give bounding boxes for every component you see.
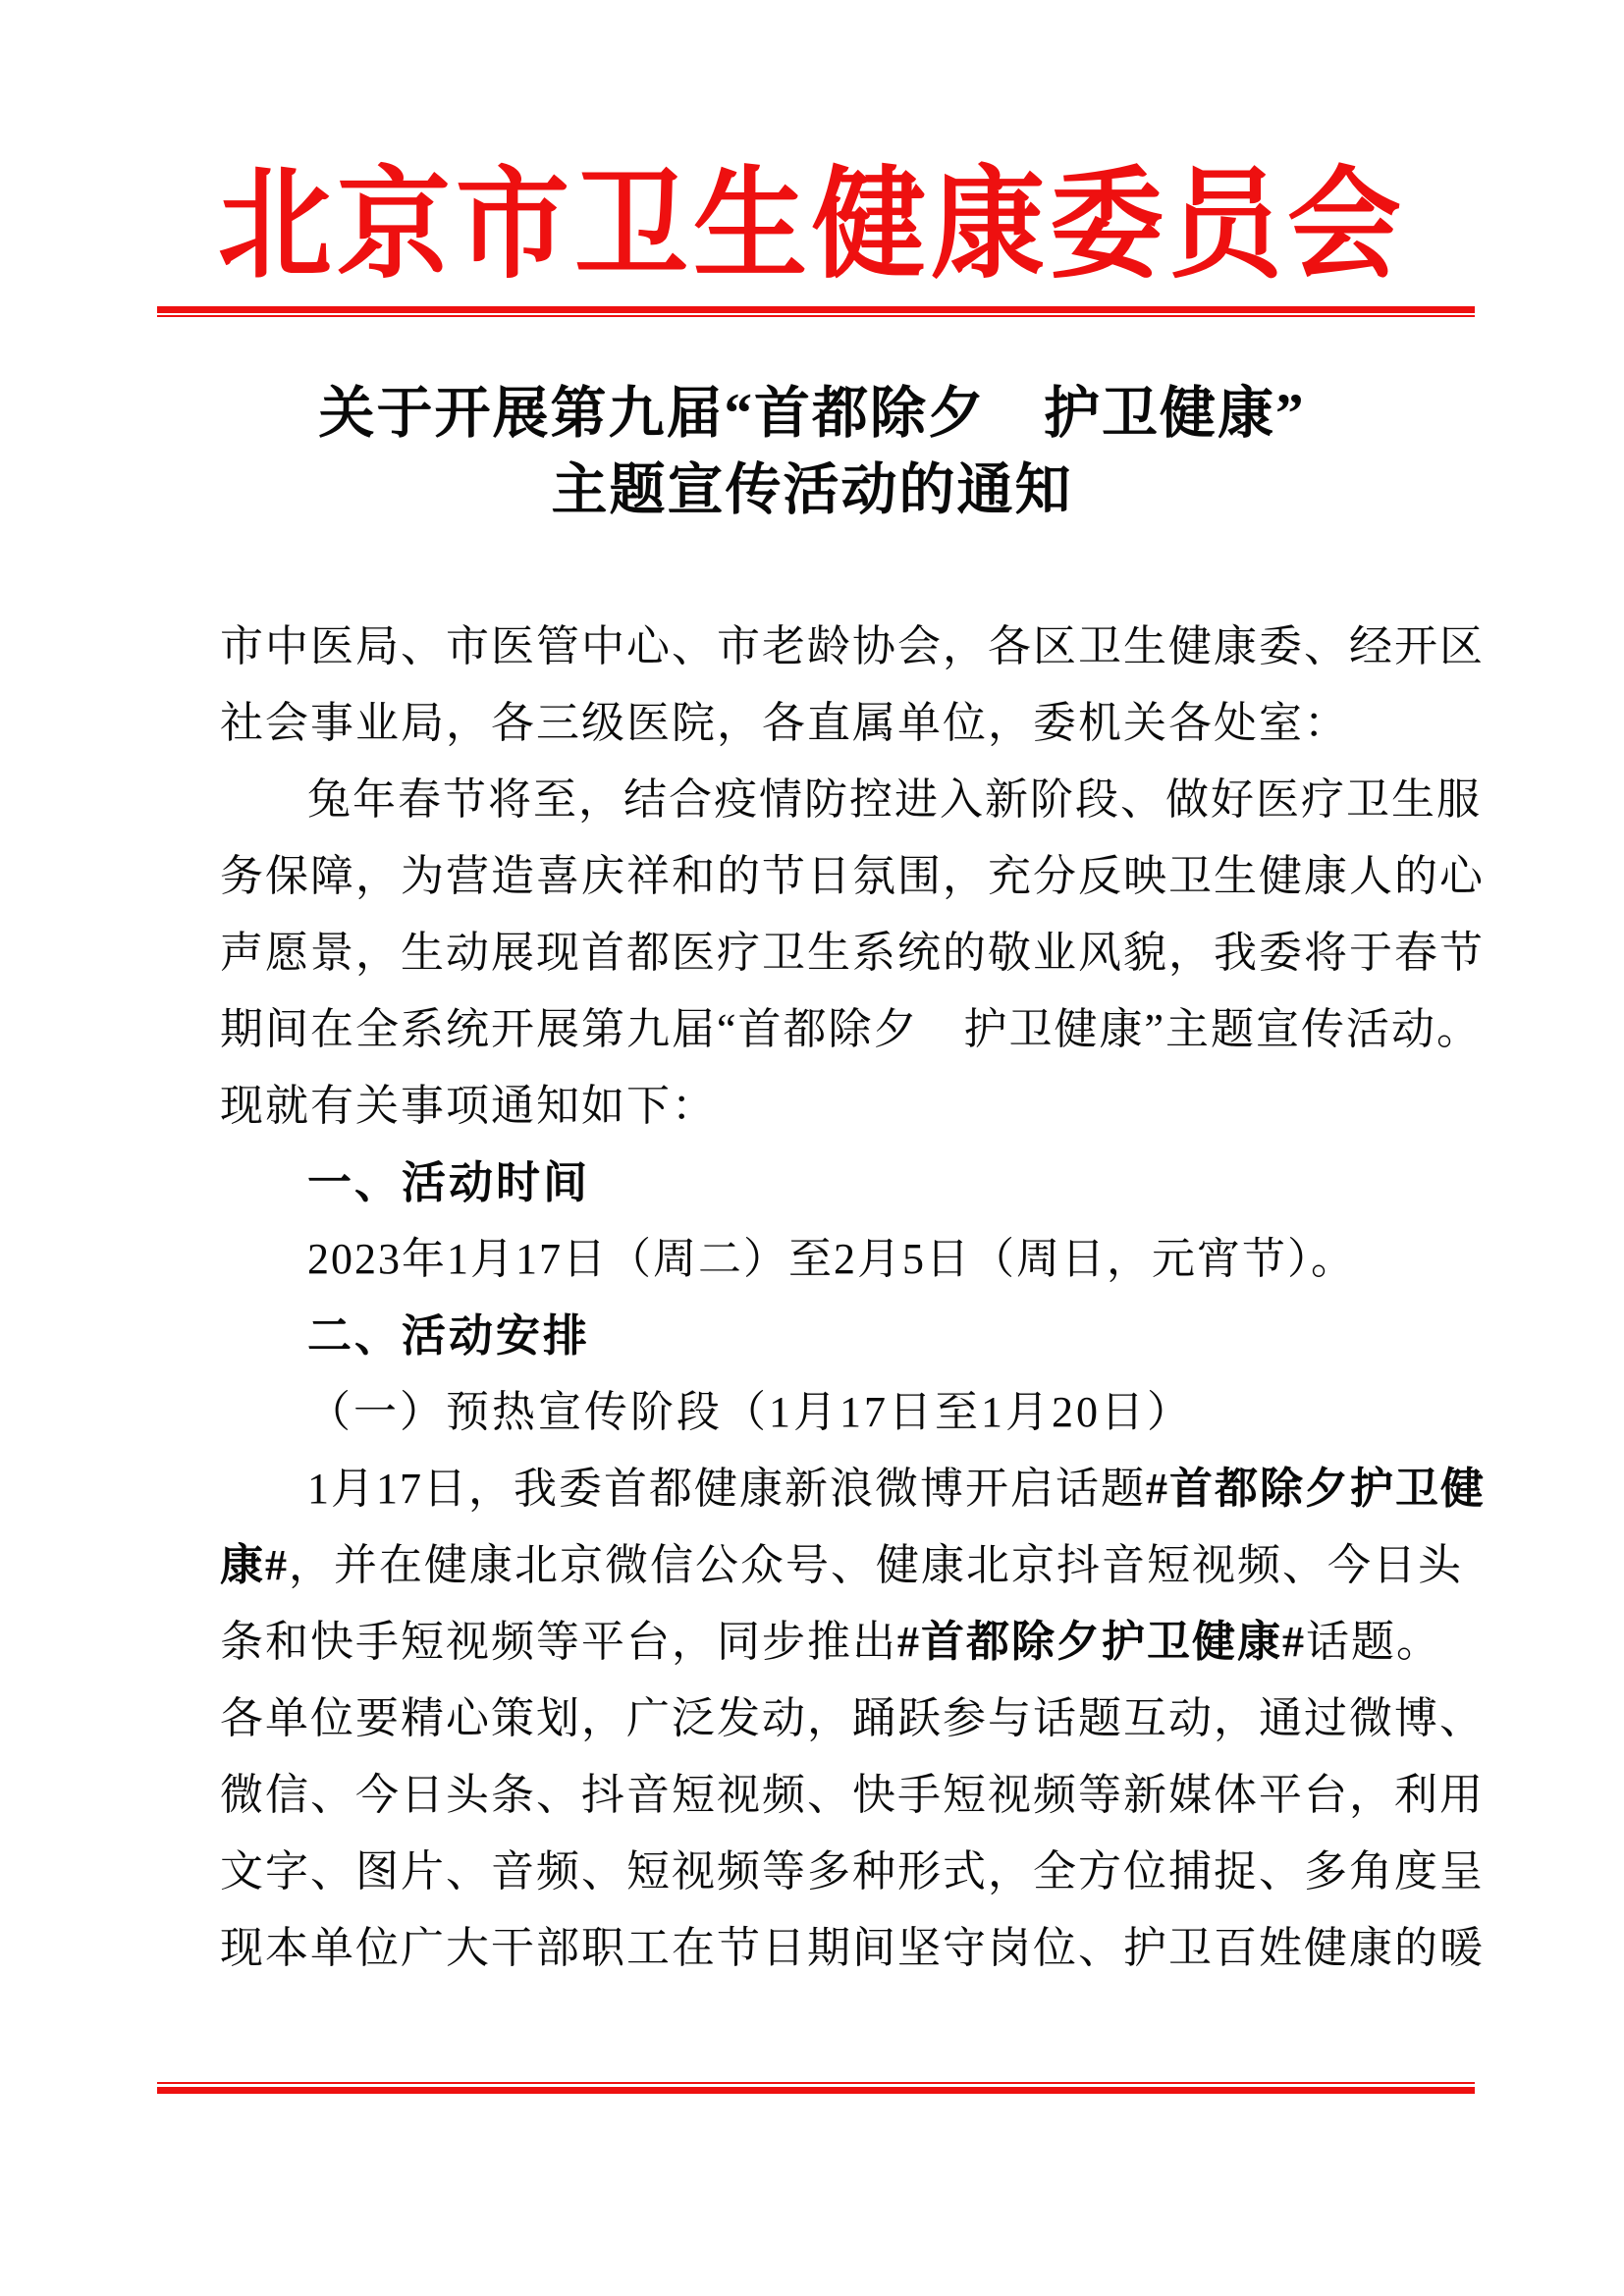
document-title-line-2: 主题宣传活动的通知 — [551, 459, 1073, 521]
body-text: 各单位要精心策划，广泛发动，踊跃参与话题互动，通过微博、 — [220, 1694, 1485, 1742]
document-title-line-1: 关于开展第九届“首都除夕 护卫健康” — [318, 383, 1306, 445]
phase1-line-7 — [220, 1910, 1485, 1987]
hashtag-topic-text: 康# — [220, 1541, 289, 1589]
body-text: 2023年1月17日（周二）至2月5日（周日，元宵节）。 — [307, 1235, 1356, 1283]
body-text: 市中医局、市医管中心、市老龄协会，各区卫生健康委、经开区 — [220, 622, 1485, 670]
phase1-line-5 — [220, 1757, 1485, 1834]
recipients-line-2 — [220, 685, 1433, 762]
body-text: 话题。 — [1306, 1618, 1441, 1666]
phase1-line-1 — [220, 1451, 1486, 1527]
intro-line-1 — [220, 762, 1482, 838]
section-heading-2 — [220, 1298, 1433, 1374]
org-name-header: 北京市卫生健康委员会 — [218, 159, 1406, 294]
phase1-line-6 — [220, 1834, 1485, 1910]
body-text: 务保障，为营造喜庆祥和的节日氛围，充分反映卫生健康人的心 — [220, 852, 1485, 900]
body-text: 现本单位广大干部职工在节日期间坚守岗位、护卫百姓健康的暖 — [220, 1924, 1485, 1972]
activity-date-line — [220, 1221, 1433, 1298]
phase1-line-2 — [220, 1527, 1463, 1604]
document-title — [0, 376, 1624, 529]
recipients-line-1 — [220, 609, 1485, 685]
subsection-heading-1 — [220, 1374, 1433, 1451]
body-text: 1月17日，我委首都健康新浪微博开启话题 — [307, 1465, 1146, 1513]
section-heading-1 — [220, 1145, 1433, 1221]
intro-line-3 — [220, 915, 1485, 991]
hashtag-topic-text: #首都除夕护卫健康# — [897, 1618, 1306, 1666]
phase1-line-3 — [220, 1604, 1441, 1681]
body-text: 期间在全系统开展第九届“首都除夕 护卫健康”主题宣传活动。 — [220, 1005, 1483, 1053]
hashtag-topic-text: 一、活动时间 — [307, 1157, 591, 1207]
red-separator-bottom — [157, 2082, 1475, 2094]
hashtag-topic-text: #首都除夕护卫健 — [1146, 1465, 1486, 1513]
red-separator-top — [157, 306, 1475, 317]
body-text: 条和快手短视频等平台，同步推出 — [220, 1618, 897, 1666]
document-body — [220, 609, 1486, 1987]
intro-line-5 — [220, 1068, 1433, 1145]
intro-line-4 — [220, 991, 1483, 1068]
body-text: 声愿景，生动展现首都医疗卫生系统的敬业风貌，我委将于春节 — [220, 929, 1485, 977]
body-text: 文字、图片、音频、短视频等多种形式，全方位捕捉、多角度呈 — [220, 1847, 1485, 1896]
intro-line-2 — [220, 838, 1485, 915]
body-text: ，并在健康北京微信公众号、健康北京抖音短视频、今日头 — [289, 1541, 1463, 1589]
body-text: 微信、今日头条、抖音短视频、快手短视频等新媒体平台，利用 — [220, 1771, 1485, 1819]
body-text: 社会事业局，各三级医院，各直属单位，委机关各处室： — [220, 699, 1349, 747]
body-text: 兔年春节将至，结合疫情防控进入新阶段、做好医疗卫生服 — [307, 775, 1482, 824]
body-text: （一）预热宣传阶段（1月17日至1月20日） — [307, 1388, 1193, 1436]
phase1-line-4 — [220, 1681, 1485, 1757]
body-text: 现就有关事项通知如下： — [220, 1082, 717, 1130]
hashtag-topic-text: 二、活动安排 — [307, 1310, 591, 1361]
